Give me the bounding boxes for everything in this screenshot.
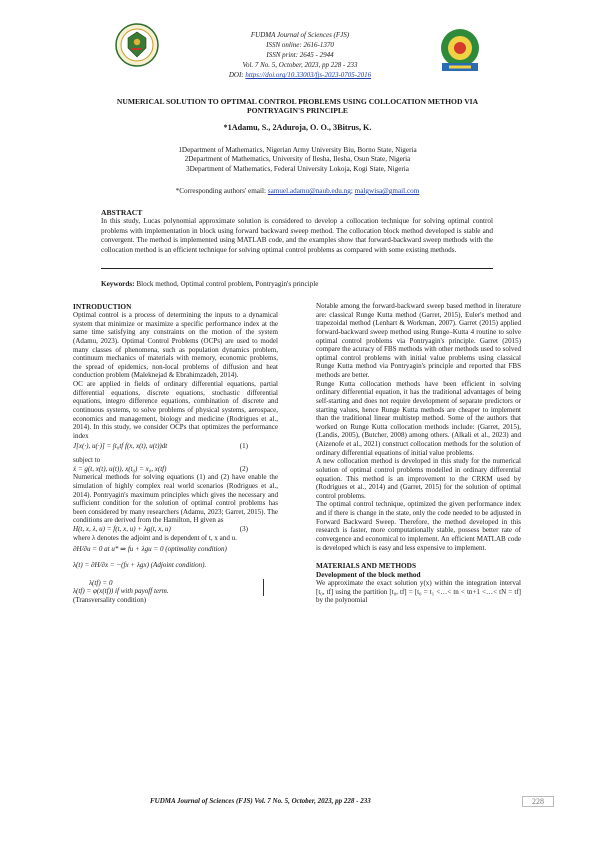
corresponding-email [70, 187, 525, 195]
right-column [316, 302, 521, 605]
optimality-condition: ∂H/∂u = 0 at u* ⇒ fu + λgu = 0 (optimality condition) [73, 545, 227, 554]
equation-1-number: (1) [239, 442, 248, 451]
affiliations [70, 146, 525, 174]
intro-heading: INTRODUCTION [73, 302, 132, 311]
right-paragraph-3: A new collocation method is developed in this study for the numerical solution of optimal control problems modelled in ordinary differential equation. This method is an improvement to the CRKM used by (Rodrigues et al., 2014) and (Garret, 2015) for the solution of optimal control problems. [316, 457, 521, 500]
keywords-label: Keywords: [101, 280, 135, 288]
email-separator: ; [350, 187, 353, 195]
transversality-label: (Transversality condition) [73, 595, 147, 604]
left-column [73, 302, 278, 604]
title-line-2: PONTRYAGIN'S PRINCIPLE [247, 106, 348, 116]
doi-link[interactable]: https://doi.org/10.33003/fjs-2023-0705-2016 [245, 71, 372, 79]
abstract-heading: ABSTRACT [101, 208, 143, 217]
title-line-1: NUMERICAL SOLUTION TO OPTIMAL CONTROL PROBLEMS USING COLLOCATION METHOD VIA [116, 97, 479, 106]
issn-online: ISSN online: 2616-1370 [266, 41, 334, 49]
right-paragraph-2: Runge Kutta collocation methods have been efficient in solving ordinary differential equation, it has the traditional advantages of being self-starting and does not require development of separate predictors or starting values, hence Runge Kutta methods are cheaper to implement than the traditional linear multistep method. Some of the authors that worked on Runge Kutta collocation methods include: (Garret, 2015), (Landis, 2005), (Butcher, 2008) among others. (Alkali et al., 2023) and (Aizenofe et al., 2021) construct collocation methods for the solution of ordinary differential equations of initial value problems. [316, 379, 521, 457]
affiliation-2: 2Department of Mathematics, University of Ilesha, Ilesha, Osun State, Nigeria [184, 155, 411, 164]
affiliation-3: 3Department of Mathematics, Federal University Lokoja, Kogi State, Nigeria [186, 164, 409, 173]
equation-1-body: J[x(·), u(·)] = ∫t₀tf f(x, x(t), u(t))dt [73, 442, 168, 451]
equation-2-number: (2) [239, 464, 248, 473]
intro-paragraph-3: Numerical methods for solving equations (1) and (2) have enable the simulation of highly complex real world scenarios (Rodrigues et al., 2014). Pontryagin's maximum principles which gives the necessary and sufficient condition for the solution of optimal control problems has been considered by many researchers (Adamu, 2023; Garret, 2015). The conditions are derived from the Hamilton, H given as [73, 473, 278, 525]
doi-label: DOI: [228, 71, 244, 79]
footer-citation: FUDMA Journal of Sciences (FJS) Vol. 7 No. 5, October, 2023, pp 228 - 233 [150, 797, 371, 805]
subject-to: subject to [73, 456, 101, 464]
adjoint-condition: λ̇(t) = ∂H/∂x = −(fx + λgx) (Adjoint condition). [73, 560, 207, 569]
transversality-line-2: λ(tf) = φ(x(tf)) if with payoff term. [73, 587, 169, 596]
volume-info: Vol. 7 No. 5, October, 2023, pp 228 - 233 [242, 61, 358, 69]
journal-name: FUDMA Journal of Sciences (FJS) [250, 31, 350, 39]
equation-2 [73, 465, 278, 474]
affiliation-1: 1Department of Mathematics, Nigerian Army University Biu, Borno State, Nigeria [178, 146, 417, 154]
transversality-line-1: λ(tf) = 0 [89, 578, 113, 587]
email-link-1[interactable]: samuel.adamu@naub.edu.ng [267, 187, 351, 195]
keywords [101, 280, 319, 288]
right-paragraph-5: We approximate the exact solution y(x) within the integration interval [t₀, tf] using the partition [t₀, tf] = [t₀ = t₁ <…< tn < tn+1 <…< tN = tf] by the polynomial [316, 579, 521, 605]
equation-1 [73, 442, 278, 451]
block-method-heading: Development of the block method [316, 570, 421, 580]
intro-paragraph-1: Optimal control is a process of determining the inputs to a dynamical system that minimize or maximize a specific performance index at the same time satisfying any constraints on the motion of the system (Adamu, 2023). Optimal Control Problems (OCPs) are used to model many classes of phenomena, such as population dynamics problem, continuum mechanics of materials with memory, economic problems, the spread of epidemics, non-local problems of diffusion and heat conduction problem (Maleknejad & Ebrahimzadeh, 2014). [73, 311, 278, 380]
email-link-2[interactable]: malgwisa@gmail.com [354, 187, 420, 195]
equation-3 [73, 525, 278, 534]
abstract-text: In this study, Lucas polynomial approximate solution is considered to develop a collocation technique for solving optimal control problems with implementation in block using forward backward sweep method. The collocation block method developed is stable and convergent. The method is implemented using MATLAB code, and the examples show that forward-backward sweep methods with the collocation method is an efficient technique for solving optimal control problems as compared with some existing methods. [101, 217, 493, 254]
equation-3-number: (3) [239, 525, 248, 533]
adjoint-description: where λ denotes the adjoint and is dependent of t, x and u. [73, 533, 237, 542]
paper-title [70, 97, 525, 116]
issn-print: ISSN print: 2645 - 2944 [266, 51, 334, 59]
equation-3-body: H(t, x, λ, u) = f(t, x, u) + λg(t, x, u) [73, 525, 171, 533]
right-paragraph-4: The optimal control technique, optimized the given performance index and if there is change in the state, only the code needed to be adjusted in Forward Backward Sweep. Therefore, the method developed in this research is faster, more computationally stable, possess better rate of convergence and economical to implement. An efficient MATLAB code is developed which is easy and less expensive to implement. [316, 500, 521, 552]
right-paragraph-1: Notable among the forward-backward sweep based method in literature are: classical Runge Kutta method (Garret, 2015), Euler's method and trapezoidal method (Lenhart & Workman, 2007). Garret (2015) applied forward-backward sweep method using Runge–Kutta 4 routine to solve optimal control problems via Pontryagin's principle. Garret (2015) compare the acuracy of FBS methods with other methods used to solved optimal control problems with initial value problems using classical Runge Kutta method via Pontryagin's principle and reported that FBS methods are better. [316, 302, 521, 379]
intro-paragraph-2: OC are applied in fields of ordinary differential equations, partial differential equations, discrete equations, stochastic differential equations, integro difference equations, combination of discrete and continuous systems, to solve problems of physical systems, aerospace, economics and management, biology and medicine (Rodrigues et al., 2014). In this study, we consider OCPs that optimizes the performance index [73, 380, 278, 440]
page-number: 228 [522, 796, 554, 807]
corresponding-label: *Corresponding authors' email: [175, 187, 266, 195]
transversality-block [73, 579, 264, 596]
methods-heading: MATERIALS AND METHODS [316, 561, 417, 571]
authors: *1Adamu, S., 2Aduroja, O. O., 3Bitrus, K. [223, 123, 372, 132]
doi-line [120, 70, 480, 80]
keywords-text: Block method, Optimal control problem, Pontryagin's principle [136, 280, 319, 288]
abstract-divider [101, 268, 493, 269]
equation-2-body: ẋ = g(t, x(t), u(t)), x(t₀) = x₀, x(tf) [73, 464, 167, 473]
